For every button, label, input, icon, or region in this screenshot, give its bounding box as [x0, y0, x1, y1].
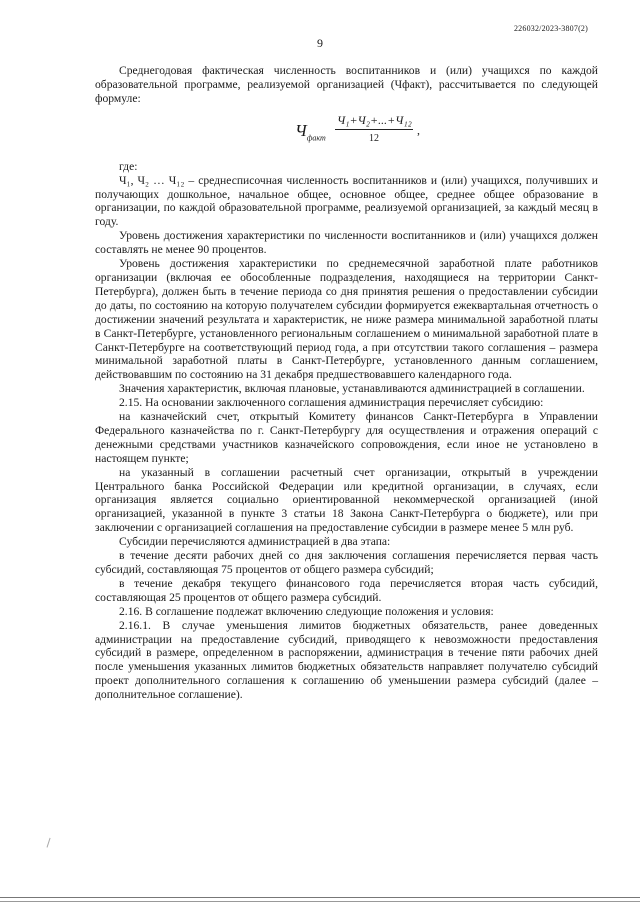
formula-lhs: $Ч_{факт}$ — [295, 120, 326, 143]
paragraph: на казначейский счет, открытый Комитету финансов Санкт-Петербурга в Управлении Федерального казначейства по г. Санкт-Петербургу для осуществления и отражения операций с денежными средствами участников казначейского сопровождения, если иное не установлено в настоящем пункте; — [95, 410, 598, 465]
paragraph: Ч₁, Ч₂ … Ч₁₂ – среднесписочная численность воспитанников и (или) учащихся, получивших и получающих дошкольное, начальное общее, основное общее, среднее общее образование в организации, по каждой образовательной программе, реализуемой организацией, за каждый месяц в году. — [95, 173, 598, 229]
paragraph: Уровень достижения характеристики по численности воспитанников и (или) учащихся должен составлять не менее 90 процентов. — [95, 229, 598, 257]
paragraph: Субсидии перечисляются администрацией в два этапа: — [119, 535, 391, 549]
paragraph: где: — [119, 159, 138, 173]
formula-comma: , — [417, 122, 420, 137]
formula-denominator: 12 — [369, 132, 379, 144]
paragraph: Среднегодовая фактическая численность воспитанников и (или) учащихся по каждой образовательной программе, реализуемой организацией (Чфакт), рассчитывается по следующей формуле: — [95, 64, 598, 105]
paragraph: 2.16. В соглашение подлежат включению следующие положения и условия: — [119, 604, 494, 618]
document-body — [95, 64, 598, 702]
paragraph: в течение десяти рабочих дней со дня заключения соглашения перечисляется первая часть субсидий, составляющая 75 процентов от общего размера субсидий; — [95, 549, 598, 576]
paragraph: 2.15. На основании заключенного соглашения администрация перечисляет субсидию: — [119, 396, 544, 410]
document-id: 226032/2023-3807(2) — [513, 24, 588, 33]
formula-fraction — [335, 114, 413, 146]
paragraph: Уровень достижения характеристики по среднемесячной заработной плате работников организации (включая ее обособленные подразделения, находящиеся на территории Санкт-Петербурга), должен быть в течение периода со дня принятия решения о предоставлении субсидии до даты, по состоянию на которую получателем субсидии формируется ежеквартальная отчетность о достижении значений результата и характеристик, не ниже размера минимальной заработной платы в Санкт-Петербурге, установленного региональным соглашением о минимальной заработной плате в Санкт-Петербурге на соответствующий период года, а при отсутствии такого соглашения – размера минимальной заработной платы в Санкт-Петербурге, установленного данным соглашением, действовавшим по состоянию на 31 декабря предшествовавшего календарного года. — [95, 257, 598, 382]
formula — [95, 112, 598, 156]
formula-numerator: Ч₁+Ч₂+...+Ч₁₂ — [335, 114, 413, 130]
paragraph: 2.16.1. В случае уменьшения лимитов бюджетных обязательств, ранее доведенных администрации на предоставление субсидий, приводящего к невозможности предоставления субсидий в размере, определенном в распоряжении, администрация в течение пяти рабочих дней после уменьшения указанных лимитов бюджетных обязательств направляет получателю субсидий проект дополнительного соглашения к соглашению об уменьшении размера субсидий (далее – дополнительное соглашение). — [95, 618, 598, 702]
paragraph: в течение декабря текущего финансового года перечисляется вторая часть субсидий, составляющая 25 процентов от общего размера субсидий. — [95, 576, 598, 604]
page-number: 9 — [317, 36, 323, 50]
scan-artifact — [47, 838, 53, 848]
scan-edge-rule — [0, 897, 640, 902]
paragraph: Значения характеристик, включая плановые, устанавливаются администрацией в соглашении. — [119, 382, 585, 396]
paragraph: на указанный в соглашении расчетный счет организации, открытый в учреждении Центрального банка Российской Федерации или кредитной организации, в случаях, если организация является социально ориентированной некоммерческой организацией (иной организацией, указанной в пункте 3 статьи 18 Закона Санкт-Петербурга о бюджете), или при заключении с организацией соглашения на предоставление субсидии в размере менее 5 млн руб. — [95, 465, 598, 535]
